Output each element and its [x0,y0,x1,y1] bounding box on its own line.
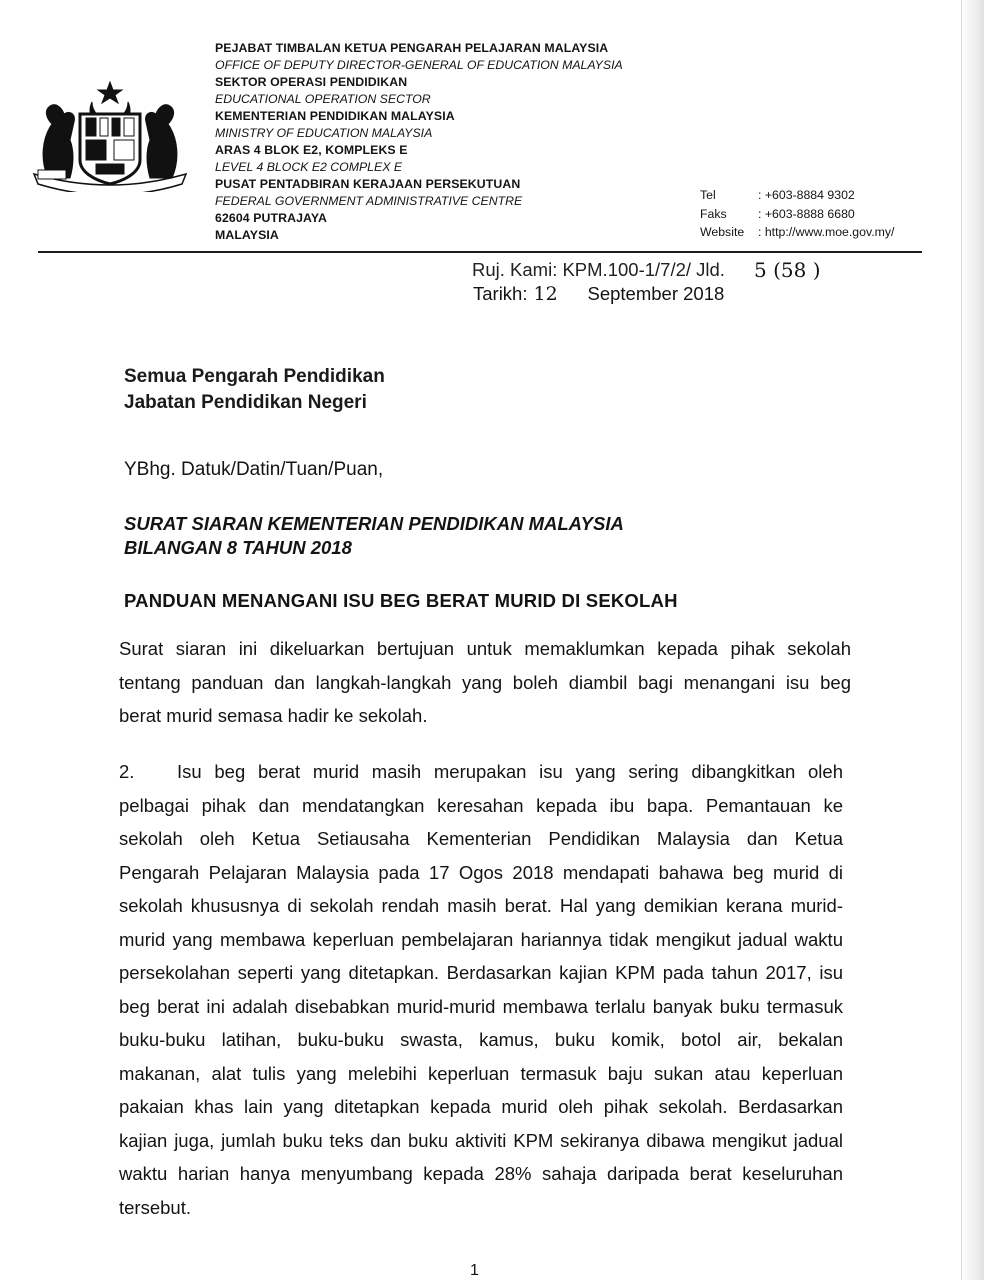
paragraph-line: Surat siaran ini dikeluarkan bertujuan untuk memaklumkan kepada pihak sekolah [119,638,851,659]
address-line: ARAS 4 BLOK E2, KOMPLEKS E [215,143,408,157]
paragraph-line: pelbagai pihak dan mendatangkan keresahan kepada ibu bapa. Pemantauan ke [119,794,843,816]
paragraph-line: sekolah oleh Ketua Setiausaha Kementerian Pendidikan Malaysia dan Ketua [119,828,843,849]
paragraph-line: sekolah khususnya di sekolah rendah masih berat. Hal yang demikian kerana murid- [119,895,843,916]
tel-label: Tel [700,188,716,202]
reference-number: Ruj. Kami: KPM.100-1/7/2/ Jld. [472,259,725,280]
fax-value: : +603-8888 6680 [758,206,855,221]
date-label: Tarikh: [473,283,528,304]
paragraph-line: murid yang membawa keperluan pembelajaran hariannya tidak mengikut jadual waktu [119,928,843,950]
letterhead [215,40,623,244]
admin-centre-en: FEDERAL GOVERNMENT ADMINISTRATIVE CENTRE [215,194,523,208]
page-edge-line [961,0,962,1280]
address-line-en: LEVEL 4 BLOCK E2 COMPLEX E [215,160,403,174]
paragraph-2 [119,755,843,1224]
coat-of-arms-logo [30,80,190,192]
sector-name-en: EDUCATIONAL OPERATION SECTOR [215,92,431,106]
page-number: 1 [470,1262,479,1279]
paragraph-line: berat murid semasa hadir ke sekolah. [119,705,428,726]
office-name-en: OFFICE OF DEPUTY DIRECTOR-GENERAL OF EDUCATION MALAYSIA [215,58,623,72]
paragraph-line: beg berat ini adalah disebabkan murid-murid membawa terlalu banyak buku termasuk [119,995,843,1017]
website-label: Website [700,225,745,239]
date-month-year: September 2018 [587,283,725,304]
paragraph-line: persekolahan seperti yang ditetapkan. Berdasarkan kajian KPM pada tahun 2017, isu [119,962,843,983]
paragraph-line: Isu beg berat murid masih merupakan isu yang sering dibangkitkan oleh [177,761,843,782]
paragraph-number: 2. [119,761,135,782]
paragraph-line: kajian juga, jumlah buku teks dan buku aktiviti KPM sekiranya dibawa mengikut jadual [119,1129,843,1151]
paragraph-line: makanan, alat tulis yang melebihi keperluan termasuk baju sukan atau keperluan [119,1062,843,1084]
postcode-city: 62604 PUTRAJAYA [215,211,328,225]
fax-label: Faks [700,206,727,221]
header-divider [38,251,922,253]
contact-block [700,186,894,242]
ministry-name: KEMENTERIAN PENDIDIKAN MALAYSIA [215,109,455,123]
tel-value: : +603-8884 9302 [758,188,855,202]
paragraph-line: Pengarah Pelajaran Malaysia pada 17 Ogos 2018 mendapati bahawa beg murid di [119,861,843,883]
page-edge-shadow [960,0,984,1280]
country: MALAYSIA [215,228,279,242]
admin-centre: PUSAT PENTADBIRAN KERAJAAN PERSEKUTUAN [215,177,521,191]
salutation: YBhg. Datuk/Datin/Tuan/Puan, [124,459,384,480]
circular-title-line-2: BILANGAN 8 TAHUN 2018 [124,537,352,558]
reference-handwritten: 5 (58 ) [754,258,821,282]
subject-heading: PANDUAN MENANGANI ISU BEG BERAT MURID DI SEKOLAH [124,590,678,611]
paragraph-line: buku-buku latihan, buku-buku swasta, kamus, buku komik, botol air, bekalan [119,1029,843,1050]
recipient-line-1: Semua Pengarah Pendidikan [124,366,385,387]
paragraph-line: tersebut. [119,1196,191,1218]
recipient-line-2: Jabatan Pendidikan Negeri [124,392,367,413]
circular-title-line-1: SURAT SIARAN KEMENTERIAN PENDIDIKAN MALAYSIA [124,513,624,534]
website-value: : http://www.moe.gov.my/ [758,225,895,239]
recipient [124,364,385,416]
paragraph-line: waktu harian hanya menyumbang kepada 28% sahaja daripada berat keseluruhan [119,1163,843,1184]
office-name: PEJABAT TIMBALAN KETUA PENGARAH PELAJARAN MALAYSIA [215,41,609,55]
paragraph-line: tentang panduan dan langkah-langkah yang boleh diambil bagi menangani isu beg [119,671,851,693]
paragraph-1 [119,632,851,733]
sector-name: SEKTOR OPERASI PENDIDIKAN [215,75,408,89]
paragraph-line: pakaian khas lain yang ditetapkan kepada murid oleh pihak sekolah. Berdasarkan [119,1096,843,1117]
date-line [473,282,724,306]
date-day-handwritten: 12 [533,283,558,305]
ministry-name-en: MINISTRY OF EDUCATION MALAYSIA [215,126,433,140]
circular-title [124,512,624,560]
